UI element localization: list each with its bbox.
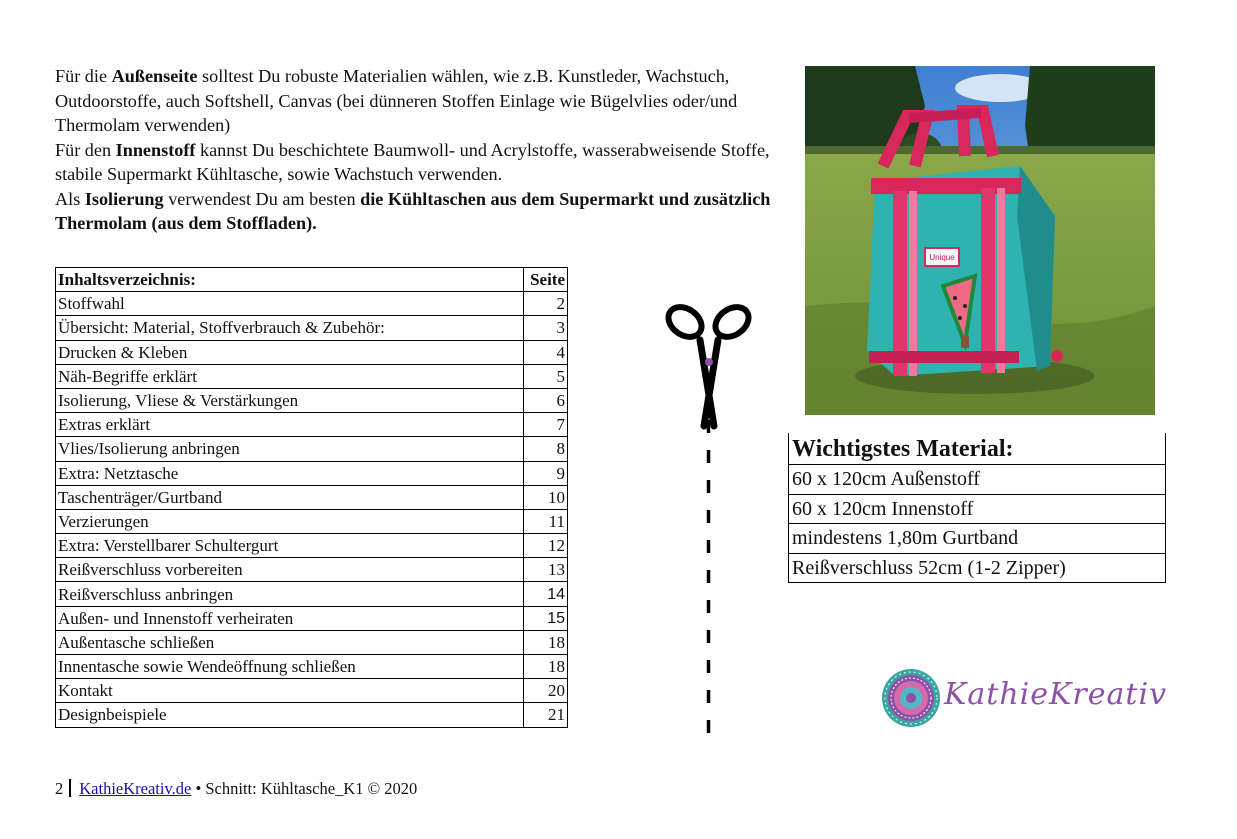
toc-entry-title: Stoffwahl [56, 292, 524, 316]
toc-row [56, 630, 568, 654]
toc-row [56, 485, 568, 509]
toc-header-row [56, 268, 568, 292]
toc-row [56, 679, 568, 703]
toc-row [56, 340, 568, 364]
toc-entry-page: 18 [524, 655, 568, 679]
bag-photo [805, 66, 1155, 415]
material-item: mindestens 1,80m Gurtband [789, 524, 1166, 554]
toc-entry-page: 12 [524, 534, 568, 558]
toc-entry-page: 4 [524, 340, 568, 364]
toc-row [56, 509, 568, 533]
toc-header-page: Seite [524, 268, 568, 292]
toc-entry-title: Isolierung, Vliese & Verstärkungen [56, 388, 524, 412]
toc-entry-page: 13 [524, 558, 568, 582]
material-item: 60 x 120cm Außenstoff [789, 465, 1166, 495]
scissors-icon [660, 298, 756, 430]
toc-entry-page: 6 [524, 388, 568, 412]
toc-entry-title: Näh-Begriffe erklärt [56, 364, 524, 388]
toc-entry-page: 7 [524, 413, 568, 437]
material-row [789, 524, 1166, 554]
material-item: 60 x 120cm Innenstoff [789, 494, 1166, 524]
toc-row [56, 388, 568, 412]
toc-row [56, 558, 568, 582]
toc-entry-title: Taschenträger/Gurtband [56, 485, 524, 509]
footer [55, 779, 417, 799]
toc-entry-page: 11 [524, 509, 568, 533]
toc-row [56, 582, 568, 606]
toc-entry-title: Außentasche schließen [56, 630, 524, 654]
toc-entry-page: 8 [524, 437, 568, 461]
footer-bullet: • [195, 779, 202, 798]
toc-entry-page: 20 [524, 679, 568, 703]
material-row [789, 494, 1166, 524]
cut-line [706, 390, 711, 750]
toc-entry-title: Verzierungen [56, 509, 524, 533]
toc-header-title: Inhaltsverzeichnis: [56, 268, 524, 292]
toc-entry-title: Designbeispiele [56, 703, 524, 727]
toc-entry-title: Außen- und Innenstoff verheiraten [56, 606, 524, 630]
intro-insulation: Als Isolierung verwendest Du am besten die Kühltaschen aus dem Supermarkt und zusätzlich Thermolam (aus dem Stoffladen). [55, 188, 771, 233]
toc-entry-title: Extras erklärt [56, 413, 524, 437]
toc-entry-title: Reißverschluss vorbereiten [56, 558, 524, 582]
toc-entry-page: 10 [524, 485, 568, 509]
toc-entry-title: Kontakt [56, 679, 524, 703]
toc-row [56, 316, 568, 340]
toc-entry-title: Übersicht: Material, Stoffverbrauch & Zubehör: [56, 316, 524, 340]
toc-entry-page: 14 [524, 582, 568, 606]
material-row [789, 465, 1166, 495]
toc-entry-title: Reißverschluss anbringen [56, 582, 524, 606]
material-row [789, 553, 1166, 583]
toc-entry-page: 18 [524, 630, 568, 654]
intro-inner-fabric: Für den Innenstoff kannst Du beschichtete Baumwoll- und Acrylstoffe, wasserabweisende Stoffe, stabile Supermarkt Kühltasche, sowie Wachstuch verwenden. [55, 139, 770, 184]
material-title: Wichtigstes Material: [789, 433, 1166, 465]
material-table [788, 433, 1166, 583]
footer-separator [69, 779, 71, 797]
toc-entry-page: 2 [524, 292, 568, 316]
toc-entry-title: Innentasche sowie Wendeöffnung schließen [56, 655, 524, 679]
logo-text: KathieKreativ [944, 677, 1168, 712]
toc-entry-title: Extra: Netztasche [56, 461, 524, 485]
toc-entry-page: 5 [524, 364, 568, 388]
pattern-info: Schnitt: Kühltasche_K1 © 2020 [205, 779, 418, 798]
bag-label: Unique [929, 253, 955, 262]
toc-entry-page: 21 [524, 703, 568, 727]
mandala-icon [882, 669, 940, 727]
material-header-row [789, 433, 1166, 465]
toc-entry-title: Vlies/Isolierung anbringen [56, 437, 524, 461]
toc-row [56, 364, 568, 388]
toc-entry-page: 3 [524, 316, 568, 340]
toc-row [56, 461, 568, 485]
toc-entry-page: 9 [524, 461, 568, 485]
toc-row [56, 655, 568, 679]
toc-row [56, 606, 568, 630]
intro-outer-fabric: Für die Außenseite solltest Du robuste Materialien wählen, wie z.B. Kunstleder, Wachstuch, Outdoorstoffe, auch Softshell, Canvas (bei dünneren Stoffen Einlage wie Bügelvlies oder/und Thermolam verwenden) [55, 66, 738, 135]
toc-row [56, 437, 568, 461]
toc-row [56, 534, 568, 558]
page-number: 2 [55, 779, 64, 798]
intro-text [55, 64, 775, 236]
material-item: Reißverschluss 52cm (1-2 Zipper) [789, 553, 1166, 583]
website-link[interactable]: KathieKreativ.de [79, 779, 192, 798]
toc-entry-page: 15 [524, 606, 568, 630]
toc-row [56, 703, 568, 727]
toc-entry-title: Extra: Verstellbarer Schultergurt [56, 534, 524, 558]
toc-entry-title: Drucken & Kleben [56, 340, 524, 364]
table-of-contents [55, 267, 568, 728]
toc-row [56, 413, 568, 437]
toc-row [56, 292, 568, 316]
